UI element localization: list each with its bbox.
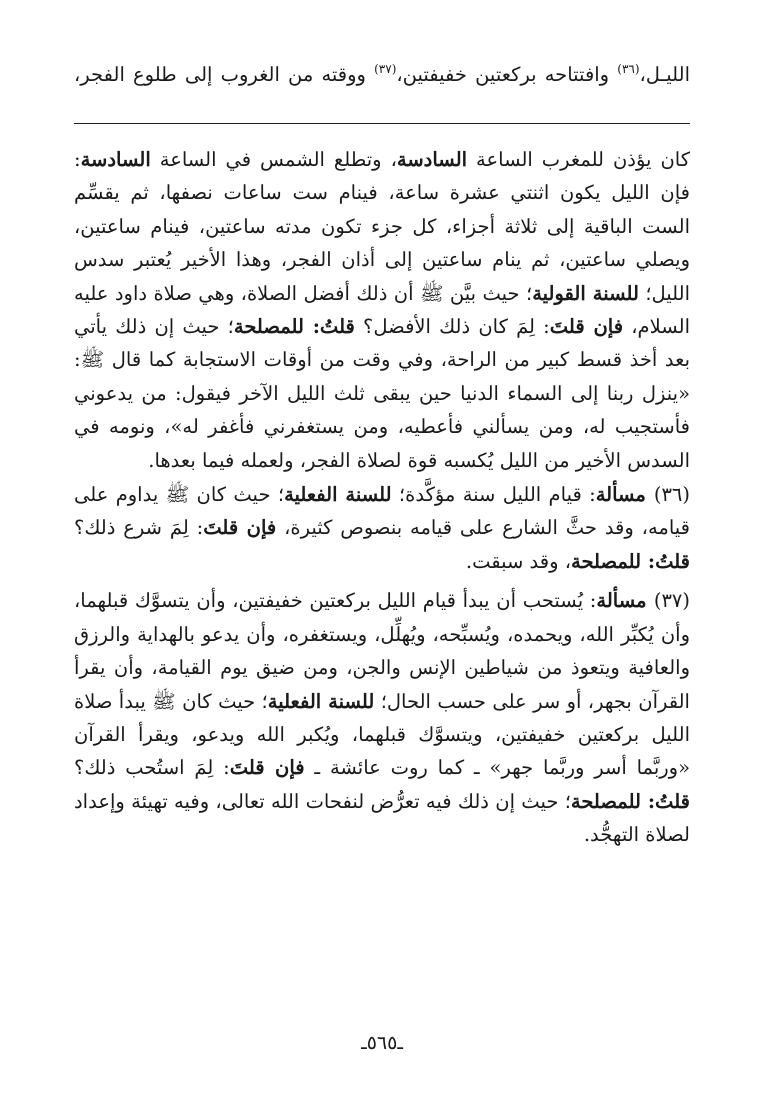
header-text-1: الليـل،	[639, 63, 690, 86]
bold-term: السادسة	[80, 148, 151, 171]
footnote-ref-37: (٣٧)	[374, 62, 397, 76]
issue-label: مسألة	[595, 483, 654, 507]
footnote-paragraph-main: كان يؤذن للمغرب الساعة السادسة، وتطلع الشمس في الساعة السادسة: فإن الليل يكون اثنتي عشرة ساعة، فينام ست ساعات نصفها، ثم يقسِّم الست الباقية إلى ثلاثة أجزاء، كل جزء تكون مدته ساعتين، فينام ساعتين، ويصلي ساعتين، ثم ينام ساعتين إلى أذان الفجر، وهذا الأخير يُعتبر سدس الليل؛ للسنة القولية؛ حيث بيَّن ﷺ أن ذلك أفضل الصلاة، وهي صلاة داود عليه السلام، فإن قلتَ: لِمَ كان ذلك الأفضل؟ قلتُ: للمصلحة؛ حيث إن ذلك يأتي بعد أخذ قسط كبير من الراحة، وفي وقت من أوقات الاستجابة كما قال ﷺ: «ينزل ربنا إلى السماء الدنيا حين يبقى ثلث الليل الآخر فيقول: من يدعوني فأستجيب له، ومن يسألني فأعطيه، ومن يستغفرني فأغفر له»، ونومه في السدس الأخير من الليل يُكسبه قوة لصلاة الفجر، ولعمله فيما بعدها.	[74, 148, 690, 472]
footnotes-body	[74, 143, 690, 852]
footnote-continuation-line	[74, 52, 690, 92]
bold-term: للسنة الفعلية	[267, 689, 375, 713]
bold-term: السادسة	[396, 148, 468, 171]
header-text-3: ووقته من الغروب إلى طلوع الفجر،	[74, 63, 375, 86]
footnote-number: (٣٧)	[653, 589, 690, 613]
bold-term: فإن قلتَ	[549, 315, 624, 339]
footnote-ref-36: (٣٦)	[617, 62, 640, 76]
bold-term: للسنة الفعلية	[284, 483, 392, 507]
bold-term: للسنة القولية	[532, 281, 639, 305]
issue-label: مسألة	[596, 589, 654, 613]
footnote-separator	[74, 123, 690, 124]
bold-term: فإن قلتَ	[229, 756, 305, 780]
footnote-number: (٣٦)	[653, 483, 690, 507]
footnote-item-37: (٣٧) مسألة: يُستحب أن يبدأ قيام الليل بركعتين خفيفتين، وأن يتسوَّك قبلهما، وأن يُكبِّر الله، ويحمده، ويُسبِّحه، ويُهلِّل، ويستغفره، وأن يدعو بالهداية والرزق والعافية ويتعوذ من شياطين الإنس والجن، ومن ضيق يوم القيامة، وأن يقرأ القرآن بجهر، أو سر على حسب الحال؛ للسنة الفعلية؛ حيث كان ﷺ يبدأ صلاة الليل بركعتين خفيفتين، ويتسوَّك قبلهما، ويُكبر الله ويدعو، ويقرأ القرآن «وربَّما أسر وربَّما جهر» ـ كما روت عائشة ـ فإن قلتَ: لِمَ استُحب ذلك؟ قلتُ: للمصلحة؛ حيث إن ذلك فيه تعرُّض لنفحات الله تعالى، وفيه تهيئة وإعداد لصلاة التهجُّد.	[74, 589, 691, 847]
page-number: ـ٥٦٥ـ	[361, 1032, 403, 1054]
footnote-item-36: (٣٦) مسألة: قيام الليل سنة مؤكَّدة؛ للسنة الفعلية؛ حيث كان ﷺ يداوم على قيامه، وقد حثَّ الشارع على قيامه بنصوص كثيرة، فإن قلتَ: لِمَ شرع ذلك؟ قلتُ: للمصلحة، وقد سبقت.	[74, 483, 691, 573]
bold-term: قلتُ: للمصلحة	[570, 789, 690, 813]
header-text-2: وافتتاحه بركعتين خفيفتين،	[396, 63, 618, 86]
bold-term: قلتُ: للمصلحة	[233, 315, 355, 339]
bold-term: قلتُ: للمصلحة	[571, 549, 690, 573]
bold-term: فإن قلتَ	[203, 516, 277, 540]
